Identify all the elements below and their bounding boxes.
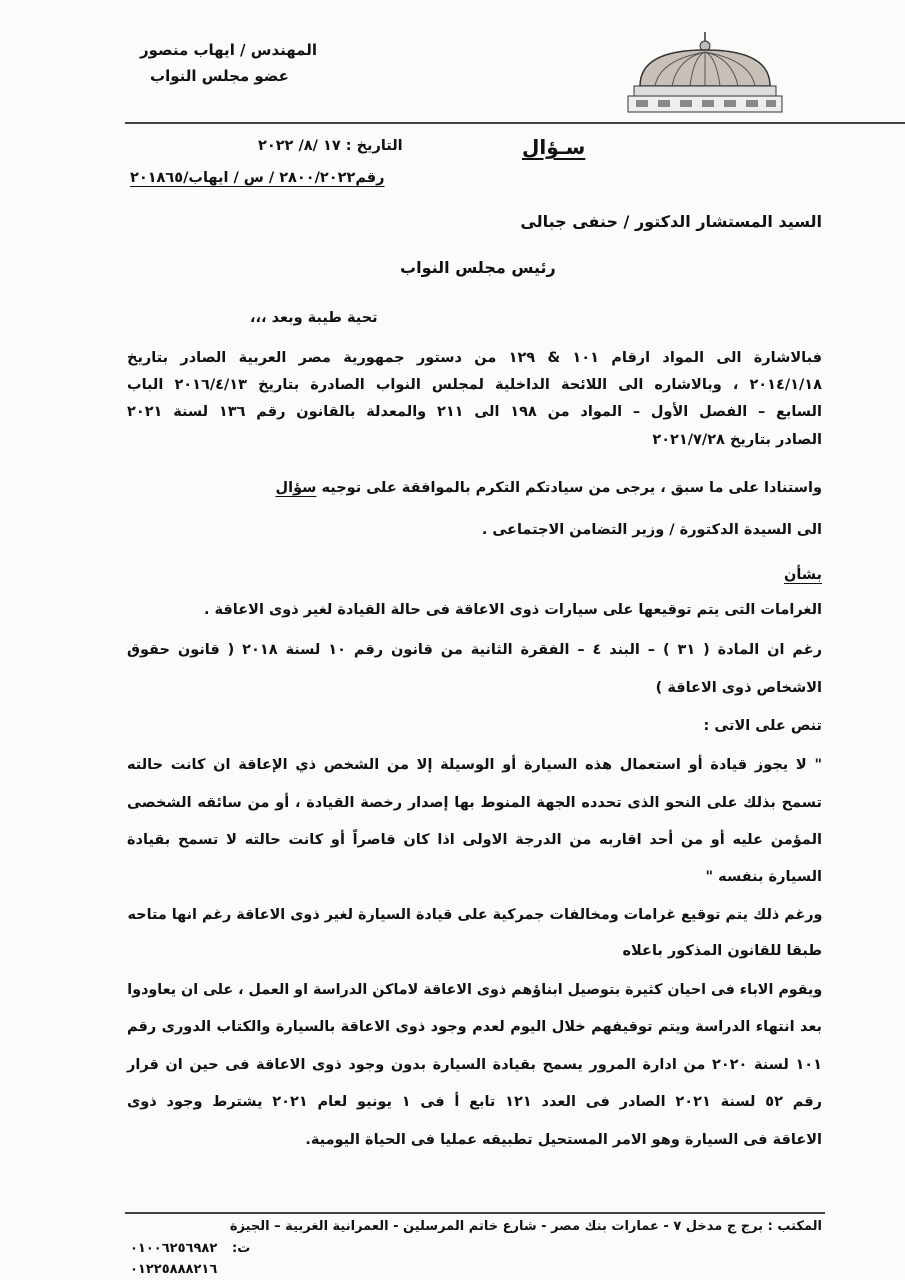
addressee-name: السيد المستشار الدكتور / حنفى جبالى (520, 212, 822, 231)
recipient: الى السيدة الدكتورة / وزير التضامن الاجتماعى . (481, 522, 822, 538)
body-line: الاشخاص ذوى الاعاقة ) (655, 680, 822, 696)
request-line (276, 478, 822, 498)
addressee-title: رئيس مجلس النواب (400, 258, 556, 277)
intro-line: فبالاشارة الى المواد ارقام ١٠١ & ١٢٩ من دستور جمهورية مصر العربية الصادر بتاريخ (127, 350, 822, 366)
greeting: تحية طيبة وبعد ،،، (250, 310, 378, 326)
phone-number-1: ٠١٠٠٦٢٥٦٩٨٢ (130, 1241, 218, 1256)
quote-line: " لا يجوز قيادة أو استعمال هذه السيارة أو الوسيلة إلا من الشخص ذي الإعاقة ان كانت حالته (127, 757, 822, 773)
member-name: المهندس / ايهاب منصور (140, 41, 317, 59)
quote-line: السيارة بنفسه " (705, 869, 822, 885)
document-date: التاريخ : ١٧ /٨/ ٢٠٢٢ (258, 138, 403, 154)
body-line: رغم ان المادة ( ٣١ ) – البند ٤ – الفقرة الثانية من قانون رقم ١٠ لسنة ٢٠١٨ ( قانون حقوق (127, 642, 822, 658)
intro-line: ٢٠١٤/١/١٨ ، وبالاشاره الى اللائحة الداخلية لمجلس النواب الصادرة بتاريخ ٢٠١٦/٤/١٣ الباب (127, 377, 822, 393)
header-divider (125, 122, 905, 124)
member-title: عضو مجلس النواب (150, 67, 289, 85)
body-line: طبقا للقانون المذكور باعلاه (622, 943, 822, 959)
parliament-dome-logo (620, 30, 790, 115)
body-line: تنص على الاتى : (703, 718, 822, 734)
reference-number: رقم٢٨٠٠/٢٠٢٢ / س / ايهاب/٢٠١٨٦٥ (130, 170, 385, 186)
subject-label: بشأن (783, 567, 822, 583)
body-line: ورغم ذلك يتم توقيع غرامات ومخالفات جمركية على قيادة السيارة لغير ذوى الاعاقة رغم انها متاحه (127, 907, 822, 923)
document-type: سـؤال (522, 135, 586, 159)
body-line: الغرامات التى يتم توقيعها على سيارات ذوى الاعاقة فى حالة القيادة لغير ذوى الاعاقة . (203, 602, 822, 618)
intro-line: السابع – الفصل الأول – المواد من ١٩٨ الى ٢١١ والمعدلة بالقانون رقم ١٣٦ لسنة ٢٠٢١ (127, 404, 822, 420)
body-line: بعد انتهاء الدراسة ويتم توقيفهم خلال اليوم لعدم وجود ذوى الاعاقة بالسيارة والكتاب الدورى رقم (127, 1019, 822, 1035)
quote-line: المؤمن عليه أو من أحد اقاربه من الدرجة الاولى اذا كان قاصراً أو كانت حالته لا تسمح بقيادة (127, 832, 822, 848)
body-line: ١٠١ لسنة ٢٠٢٠ من ادارة المرور يسمح بقيادة السيارة بدون وجود ذوى الاعاقة فى حين ان قرار (127, 1057, 822, 1073)
phone-label: ت: (232, 1241, 251, 1256)
body-line: رقم ٥٢ لسنة ٢٠٢١ الصادر فى العدد ١٢١ تابع أ فى ١ يونيو لعام ٢٠٢١ يشترط وجود ذوى (127, 1094, 822, 1110)
footer-address: المكتب : برج ج مدخل ٧ - عمارات بنك مصر - شارع خاتم المرسلين - العمرانية الغربية – الجيزة (229, 1219, 822, 1234)
phone-number-2: ٠١٢٢٥٨٨٨٢١٦ (130, 1262, 218, 1277)
body-line: الاعاقة فى السيارة وهو الامر المستحيل تطبيقه عمليا فى الحياة اليومية. (305, 1132, 822, 1148)
request-underlined: سؤال (275, 480, 317, 496)
quote-line: تسمح بذلك على النحو الذى تحدده الجهة المنوط بها إصدار رخصة القيادة ، أو من سائقه الشخصى (127, 795, 822, 811)
body-line: ويقوم الاباء فى احيان كثيرة بتوصيل ابناؤهم ذوى الاعاقة لاماكن الدراسة او العمل ، على ان يعاودوا (127, 982, 822, 998)
intro-line: الصادر بتاريخ ٢٠٢١/٧/٢٨ (652, 432, 822, 448)
footer-divider (125, 1212, 825, 1214)
request-text: واستنادا على ما سبق ، يرجى من سيادتكم التكرم بالموافقة على توجيه (321, 480, 822, 496)
